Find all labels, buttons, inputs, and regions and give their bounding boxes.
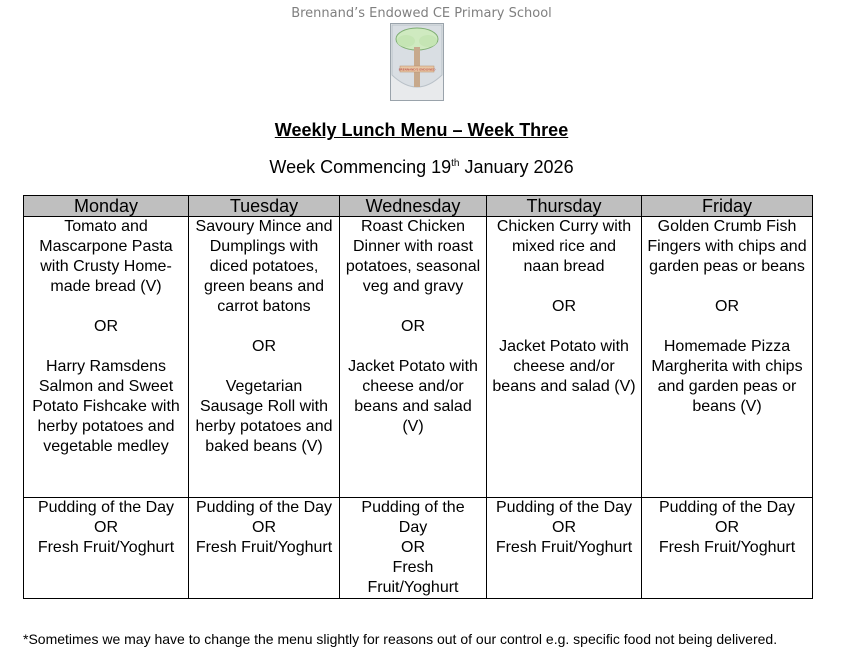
main-option: Chicken Curry with mixed rice and naan bread [496, 218, 632, 275]
day-header-row [24, 196, 813, 217]
pudding-line: Pudding of the Day [495, 499, 633, 516]
pudding-line: Pudding of the Day [195, 499, 333, 516]
pudding-line: Fresh Fruit/Yoghurt [495, 539, 633, 556]
week-commencing-suffix: January 2026 [459, 157, 574, 177]
school-name: Brennand’s Endowed CE Primary School [291, 6, 552, 21]
footnote: *Sometimes we may have to change the menu slightly for reasons out of our control e.g. specific food not being delivered. [23, 631, 778, 647]
or-label: OR [252, 338, 276, 355]
or-label: OR [401, 318, 425, 335]
pudding-line: Pudding of the Day [37, 499, 175, 516]
day-header-wednesday: Wednesday [340, 196, 487, 217]
alternative-option: Harry Ramsdens Salmon and Sweet Potato Fishcake with herby potatoes and vegetable medley [32, 358, 180, 455]
pudding-line: OR [401, 539, 425, 556]
or-label: OR [715, 298, 739, 315]
pudding-cell-tuesday [189, 498, 340, 599]
main-cell-friday [642, 217, 813, 498]
or-label: OR [94, 318, 118, 335]
or-label: OR [552, 298, 576, 315]
day-header-tuesday: Tuesday [189, 196, 340, 217]
pudding-line: Fresh Fruit/Yoghurt [37, 539, 175, 556]
pudding-line: Pudding of the Day [658, 499, 796, 516]
pudding-cell-wednesday [340, 498, 487, 599]
pudding-row [24, 498, 813, 599]
pudding-line: Fresh Fruit/Yoghurt [195, 539, 333, 556]
logo-text: BRENNAND'S ENDOWED [398, 67, 436, 72]
pudding-line: OR [252, 519, 276, 536]
lunch-menu-table [23, 195, 813, 599]
alternative-option: Vegetarian Sausage Roll with herby potatoes and baked beans (V) [195, 378, 333, 455]
main-cell-tuesday [189, 217, 340, 498]
day-header-thursday: Thursday [487, 196, 642, 217]
alternative-option: Homemade Pizza Margherita with chips and garden peas or beans (V) [651, 338, 803, 415]
main-option: Tomato and Mascarpone Pasta with Crusty Home-made bread (V) [39, 218, 173, 295]
page-title: Weekly Lunch Menu – Week Three [274, 120, 569, 140]
pudding-cell-monday [24, 498, 189, 599]
alternative-option: Jacket Potato with cheese and/or beans and salad (V) [348, 358, 478, 435]
main-cell-thursday [487, 217, 642, 498]
school-logo [390, 23, 444, 101]
alternative-option: Jacket Potato with cheese and/or beans and salad (V) [492, 338, 636, 395]
pudding-line: Pudding of the Day [361, 499, 465, 536]
day-header-friday: Friday [642, 196, 813, 217]
main-option: Golden Crumb Fish Fingers with chips and garden peas or beans [647, 218, 807, 275]
pudding-cell-thursday [487, 498, 642, 599]
day-header-monday: Monday [24, 196, 189, 217]
main-option: Savoury Mince and Dumplings with diced potatoes, green beans and carrot batons [195, 218, 333, 315]
week-commencing [0, 157, 843, 178]
main-cell-wednesday [340, 217, 487, 498]
pudding-line: Fresh Fruit/Yoghurt [658, 539, 796, 556]
week-commencing-ordinal: th [451, 158, 460, 169]
main-option: Roast Chicken Dinner with roast potatoes, seasonal veg and gravy [345, 218, 481, 295]
pudding-line: OR [94, 519, 118, 536]
week-commencing-prefix: Week Commencing 19 [269, 157, 452, 177]
pudding-line: OR [552, 519, 576, 536]
main-meals-row [24, 217, 813, 498]
pudding-line: Fresh Fruit/Yoghurt [367, 559, 459, 596]
main-cell-monday [24, 217, 189, 498]
tree-logo-icon [390, 23, 444, 101]
pudding-line: OR [715, 519, 739, 536]
pudding-cell-friday [642, 498, 813, 599]
